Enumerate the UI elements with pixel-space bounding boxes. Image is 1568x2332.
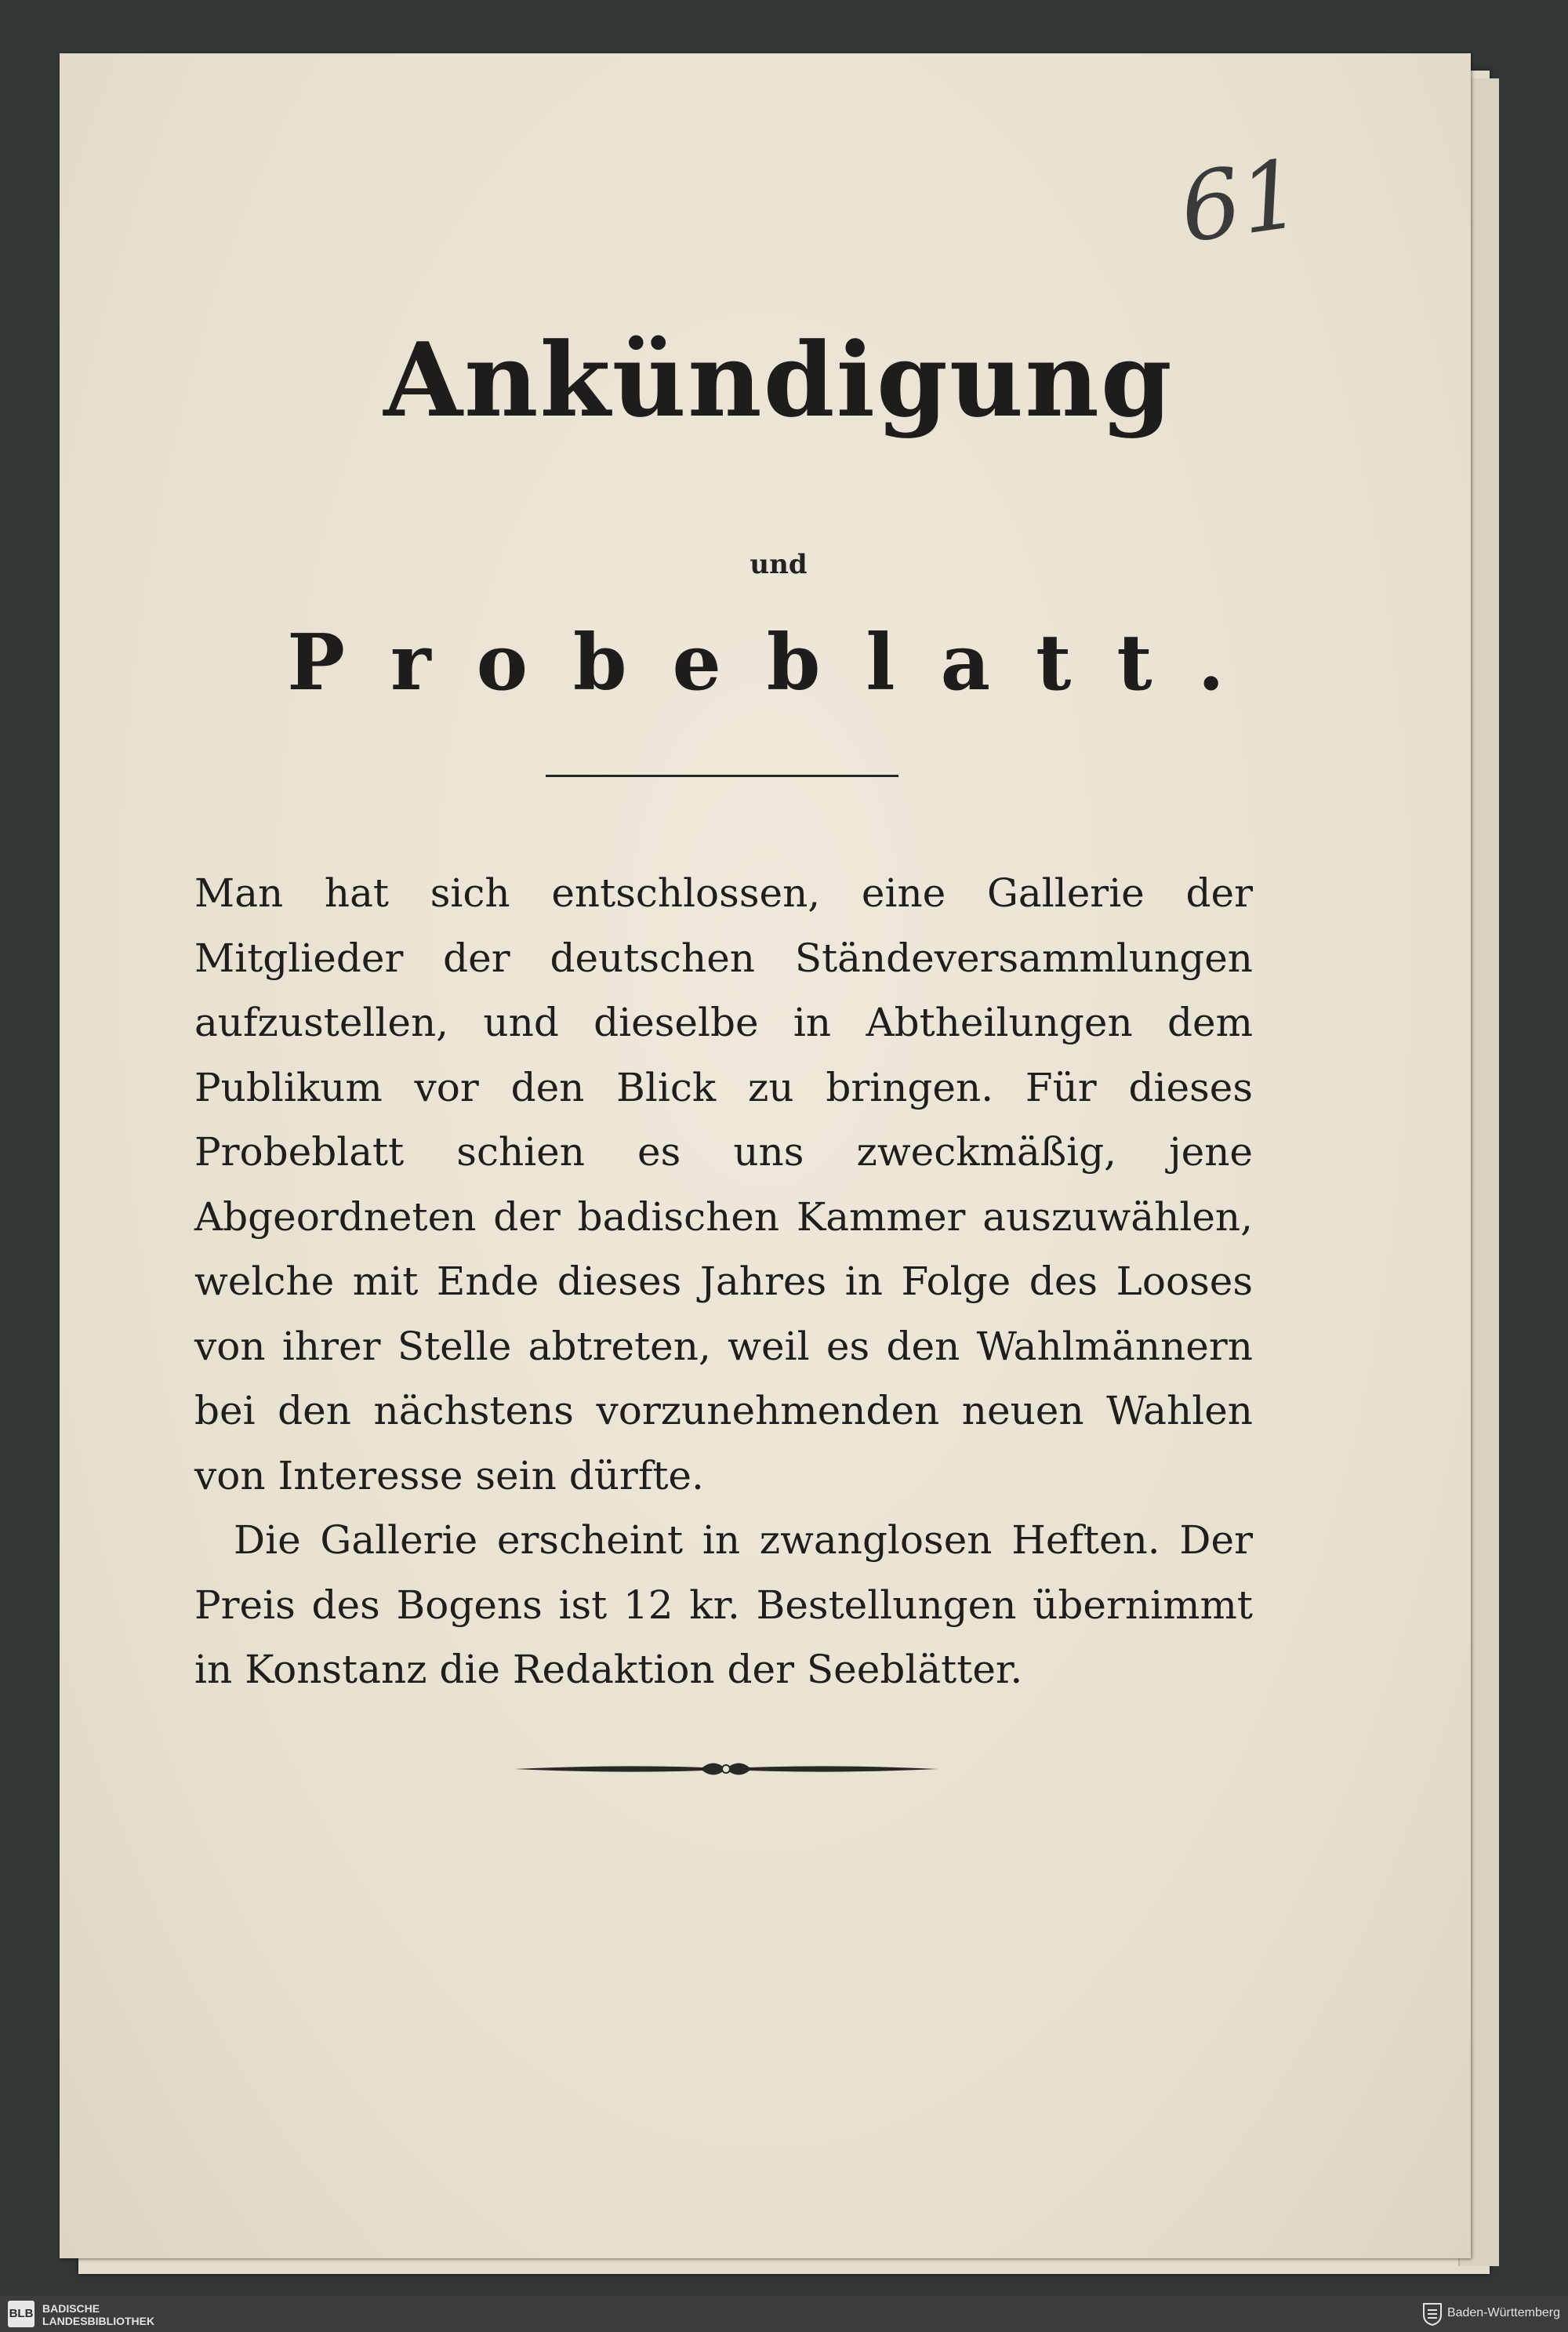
title-divider (546, 775, 898, 777)
library-name (42, 2302, 154, 2327)
document-subtitle: Probeblatt. (287, 618, 1270, 708)
paragraph-2: Die Gallerie erscheint in zwanglosen Heften. Der Preis des Bogens ist 12 kr. Bestellungen übernimmt in Konstanz die Redaktion der Seeblätter. (194, 1517, 1253, 1692)
paragraph-1: Man hat sich entschlossen, eine Gallerie der Mitglieder der deutschen Ständeversammlungen aufzustellen, und dieselbe in Abtheilungen dem Publikum vor den Blick zu bringen. Für dieses Probeblatt schien es uns zweckmäßig, jene Abgeordneten der badischen Kammer auszuwählen, welche mit Ende dieses Jahres in Folge des Looses von ihrer Stelle abtreten, weil es den Wahlmännern bei den nächstens vorzunehmenden neuen Wahlen von Interesse sein dürfte. (194, 870, 1253, 1498)
body-text (194, 861, 1253, 1702)
state-coat-of-arms-icon (1422, 2302, 1443, 2326)
folio-number: 61 (1174, 140, 1308, 264)
library-logo[interactable]: BLB (8, 2301, 34, 2327)
state-label[interactable]: Baden-Württemberg (1446, 2306, 1560, 2319)
footer-bar (0, 2296, 1568, 2332)
title-connector: und (750, 549, 808, 580)
library-name-line2: LANDESBIBLIOTHEK (42, 2315, 155, 2327)
library-name-line1: BADISCHE (42, 2302, 100, 2315)
document-page (60, 53, 1471, 2258)
ornament-divider (506, 1753, 946, 1785)
document-title: Ankündigung (383, 320, 1174, 440)
